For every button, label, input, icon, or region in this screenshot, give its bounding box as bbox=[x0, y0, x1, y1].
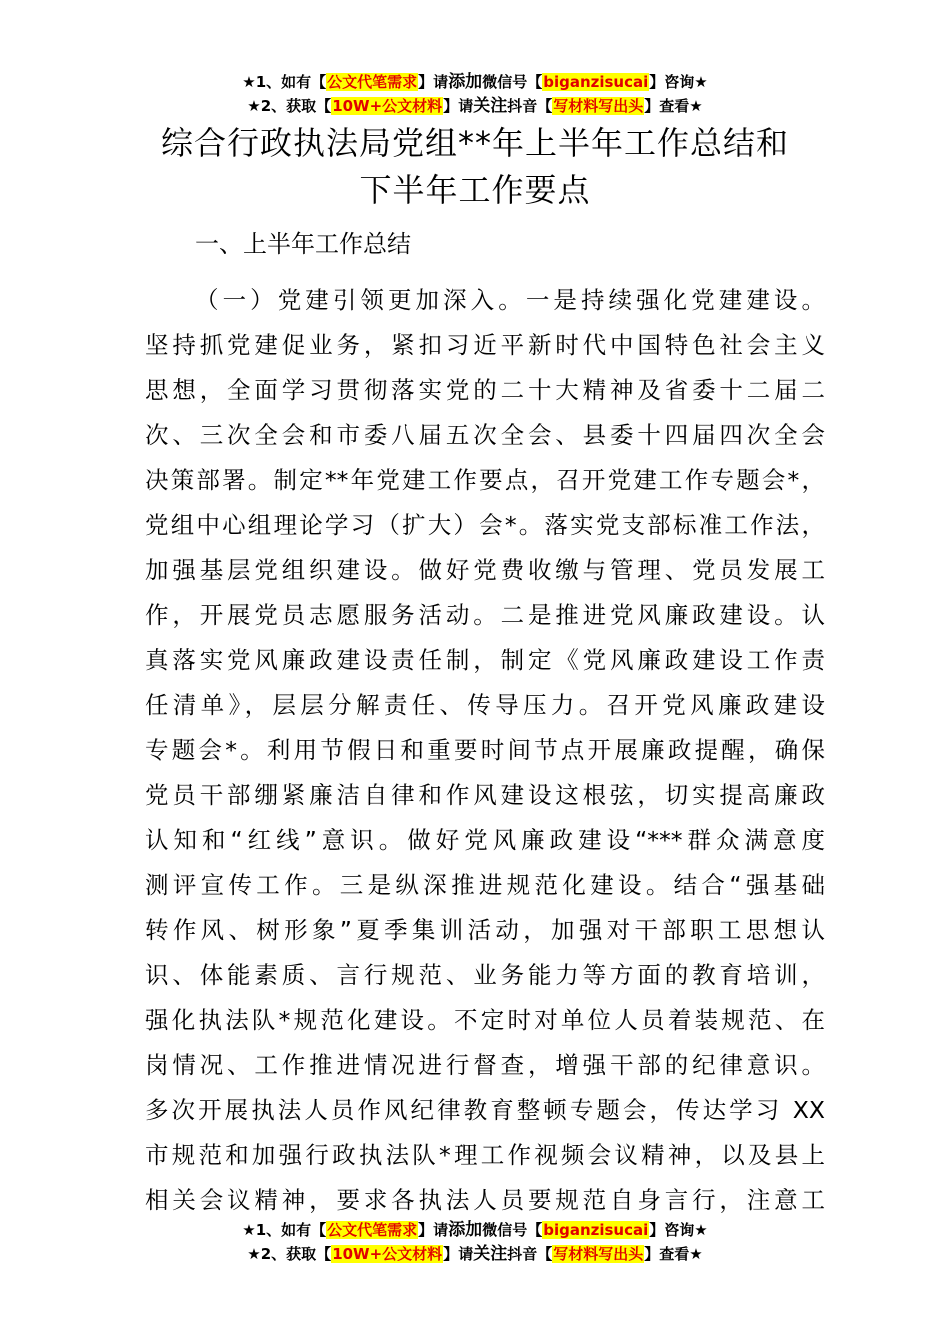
promo-line-1-suffix: 】咨询★ bbox=[649, 73, 708, 91]
promo-line-2-suffix: 】查看★ bbox=[644, 97, 703, 115]
body-text bbox=[145, 278, 825, 1223]
document-title-line-1: 综合行政执法局党组**年上半年工作总结和 bbox=[160, 124, 789, 162]
promo-line-2-mid-2: 抖音【 bbox=[507, 97, 553, 115]
promo-line-2-highlight-douyin: 写材料写出头 bbox=[553, 97, 644, 115]
body-line: 思想，全面学习贯彻落实党的二十大精神及省委十二届二 bbox=[145, 376, 825, 404]
body-line: 相关会议精神，要求各执法人员要规范自身言行，注意工 bbox=[145, 1186, 825, 1214]
body-line: 强化执法队*规范化建设。不定时对单位人员着装规范、在 bbox=[145, 1006, 825, 1034]
promo-line-1-highlight-wechat: biganzisucai bbox=[543, 73, 649, 91]
body-line: 识、体能素质、言行规范、业务能力等方面的教育培训， bbox=[145, 961, 825, 989]
promo-line-2-suffix: 】查看★ bbox=[644, 1245, 703, 1263]
promo-line-1-mid: 】请 bbox=[418, 73, 449, 91]
body-line: 真落实党风廉政建设责任制，制定《党风廉政建设工作责 bbox=[145, 646, 825, 674]
section-heading: 一、上半年工作总结 bbox=[195, 230, 411, 258]
document-title-line-2: 下半年工作要点 bbox=[359, 171, 591, 209]
body-line: 作，开展党员志愿服务活动。二是推进党风廉政建设。认 bbox=[145, 601, 825, 629]
body-line: 多次开展执法人员作风纪律教育整顿专题会，传达学习 XX bbox=[145, 1096, 825, 1124]
body-line: 坚持抓党建促业务，紧扣习近平新时代中国特色社会主义 bbox=[145, 331, 825, 359]
promo-line-1 bbox=[0, 70, 950, 94]
body-line: 转作风、树形象”夏季集训活动，加强对干部职工思想认 bbox=[145, 916, 825, 944]
promo-line-2-mid: 】请 bbox=[443, 1245, 474, 1263]
promo-line-2 bbox=[0, 1242, 950, 1266]
promo-line-1-suffix: 】咨询★ bbox=[649, 1221, 708, 1239]
body-line: 市规范和加强行政执法队*理工作视频会议精神，以及县上 bbox=[145, 1141, 825, 1169]
promo-line-2-mid: 】请 bbox=[443, 97, 474, 115]
promo-line-1-mid: 】请 bbox=[418, 1221, 449, 1239]
promo-line-1-mid-2: 微信号【 bbox=[482, 73, 543, 91]
body-line: 决策部署。制定**年党建工作要点，召开党建工作专题会*， bbox=[145, 466, 825, 494]
header-promo-banner bbox=[0, 70, 950, 118]
promo-line-2-highlight-materials: 10W+公文材料 bbox=[332, 1245, 443, 1263]
promo-line-1-highlight-service: 公文代笔需求 bbox=[327, 1221, 418, 1239]
promo-line-1-emphasis: 添加 bbox=[448, 1220, 483, 1240]
body-line: 任清单》，层层分解责任、传导压力。召开党风廉政建设 bbox=[145, 691, 825, 719]
promo-line-2-prefix: ★2、获取【 bbox=[247, 1245, 332, 1263]
body-line: 测评宣传工作。三是纵深推进规范化建设。结合“强基础 bbox=[145, 871, 825, 899]
promo-line-2-highlight-materials: 10W+公文材料 bbox=[332, 97, 443, 115]
promo-line-1-prefix: ★1、如有【 bbox=[242, 1221, 327, 1239]
promo-line-1-highlight-service: 公文代笔需求 bbox=[327, 73, 418, 91]
promo-line-2-mid-2: 抖音【 bbox=[507, 1245, 553, 1263]
promo-line-2-prefix: ★2、获取【 bbox=[247, 97, 332, 115]
document-title bbox=[0, 120, 950, 214]
body-line: 党组中心组理论学习（扩大）会*。落实党支部标准工作法， bbox=[145, 511, 825, 539]
promo-line-2-emphasis: 关注 bbox=[473, 1244, 508, 1264]
promo-line-2-emphasis: 关注 bbox=[473, 96, 508, 116]
promo-line-1 bbox=[0, 1218, 950, 1242]
body-line: 党员干部绷紧廉洁自律和作风建设这根弦，切实提高廉政 bbox=[145, 781, 825, 809]
promo-line-1-mid-2: 微信号【 bbox=[482, 1221, 543, 1239]
body-line: 专题会*。利用节假日和重要时间节点开展廉政提醒，确保 bbox=[145, 736, 825, 764]
body-line: 认知和“红线”意识。做好党风廉政建设“***群众满意度 bbox=[145, 826, 825, 854]
body-line: 次、三次全会和市委八届五次全会、县委十四届四次全会 bbox=[145, 421, 825, 449]
promo-line-1-highlight-wechat: biganzisucai bbox=[543, 1221, 649, 1239]
body-line: 加强基层党组织建设。做好党费收缴与管理、党员发展工 bbox=[145, 556, 825, 584]
body-line: （一）党建引领更加深入。一是持续强化党建建设。 bbox=[195, 286, 825, 314]
promo-line-2 bbox=[0, 94, 950, 118]
body-line: 岗情况、工作推进情况进行督查，增强干部的纪律意识。 bbox=[145, 1051, 825, 1079]
footer-promo-banner bbox=[0, 1218, 950, 1266]
promo-line-2-highlight-douyin: 写材料写出头 bbox=[553, 1245, 644, 1263]
promo-line-1-prefix: ★1、如有【 bbox=[242, 73, 327, 91]
promo-line-1-emphasis: 添加 bbox=[448, 72, 483, 92]
